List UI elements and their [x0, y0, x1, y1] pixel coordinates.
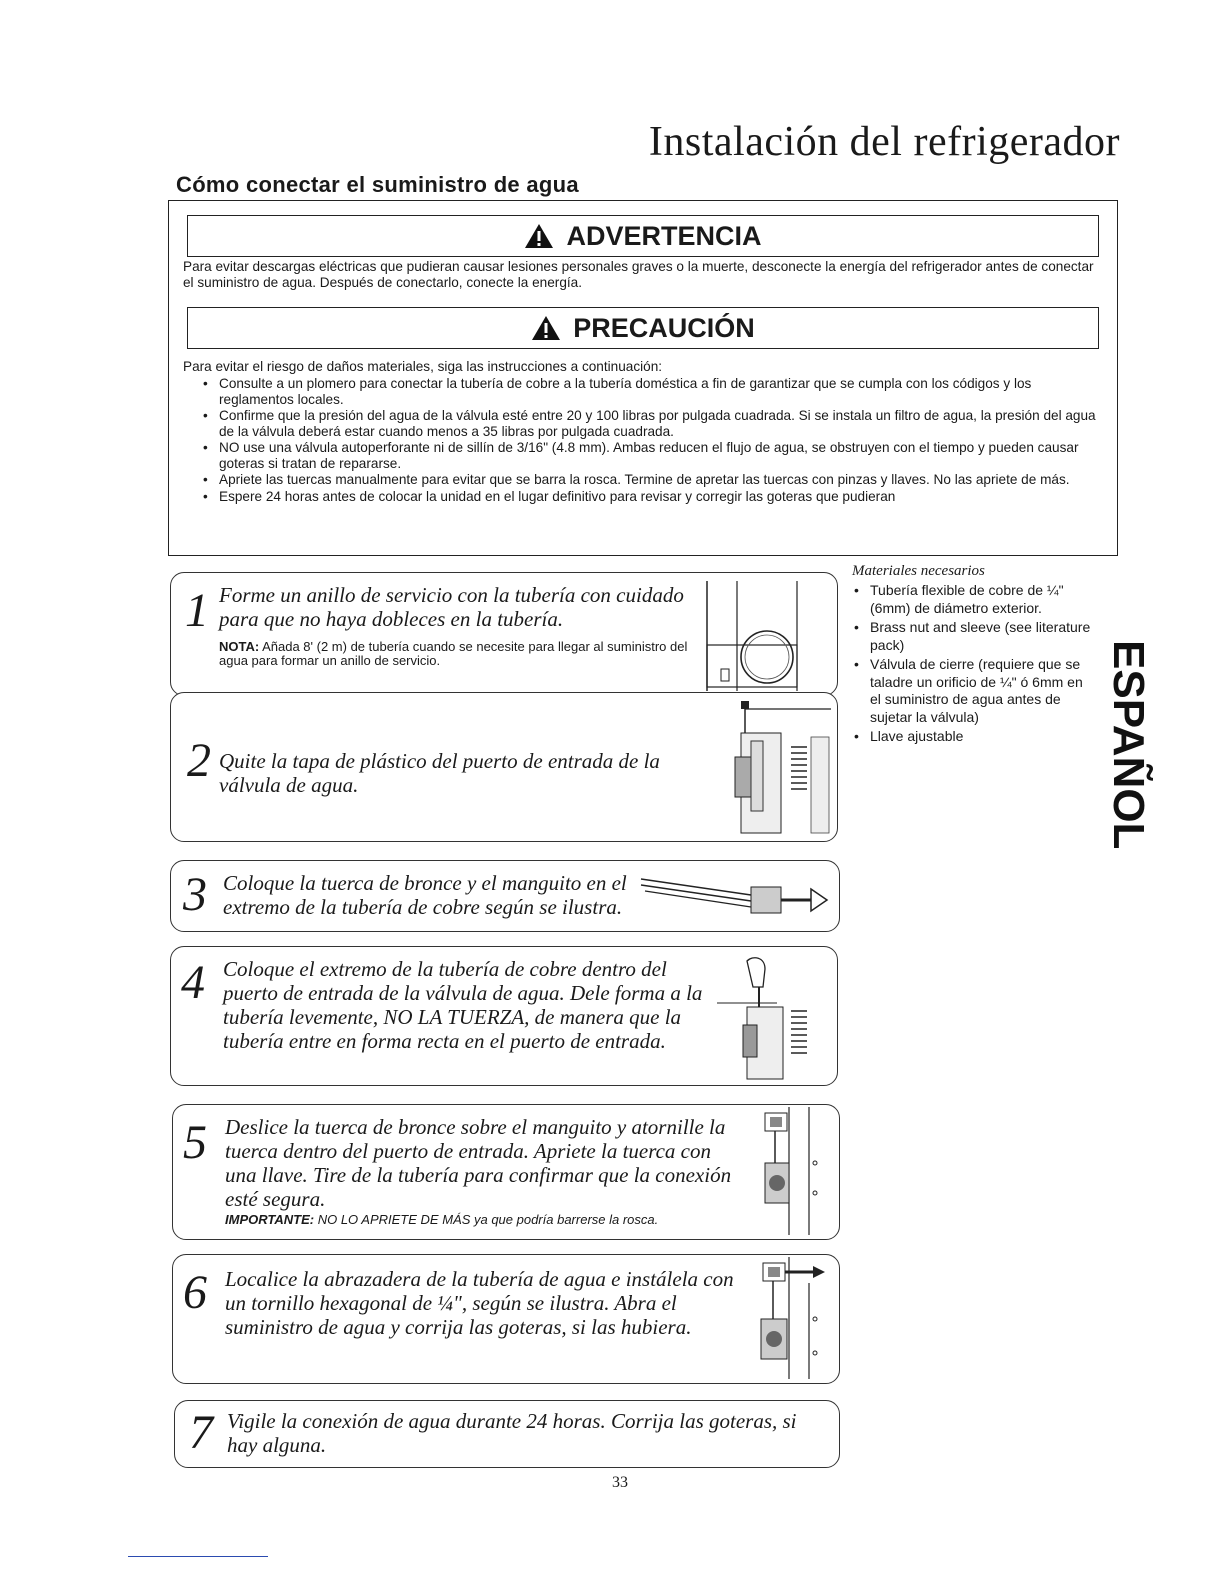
step-5 — [172, 1104, 840, 1240]
step-note — [219, 640, 689, 668]
tube-insert-illustration — [717, 951, 833, 1081]
note-label: IMPORTANTE: — [225, 1212, 315, 1227]
caution-bullet: • NO use una válvula autoperforante ni de sillín de 3/16" (4.8 mm). Ambas reducen el flujo de agua, se obstruyen con el tiempo y pueden causar goteras si tratan de repararse. — [185, 440, 1103, 471]
step-text: Coloque la tuerca de bronce y el manguito en el extremo de la tubería de cobre según se ilustra. — [223, 871, 627, 919]
materials-title: Materiales necesarios — [852, 563, 985, 579]
step-text: Quite la tapa de plástico del puerto de entrada de la válvula de agua. — [219, 749, 660, 797]
caution-bullet: • Consulte a un plomero para conectar la tubería de cobre a la tubería doméstica a fin de garantizar que se cumpla con los códigos y los reglamentos locales. — [185, 376, 1103, 407]
footer-line — [128, 1556, 268, 1557]
step-number: 3 — [183, 868, 207, 921]
step-note — [225, 1213, 765, 1227]
note-label: NOTA: — [219, 639, 260, 654]
warning-text: Para evitar descargas eléctricas que pudieran causar lesiones personales graves o la muerte, desconecte la energía del refrigerador antes de conectar el suministro de agua. Después de conectarlo, conecte la energía. — [183, 259, 1094, 290]
step-number: 5 — [183, 1116, 207, 1169]
step-3 — [170, 860, 840, 932]
service-loop-illustration — [701, 575, 831, 693]
warning-title: ADVERTENCIA — [566, 220, 762, 251]
caution-header — [187, 307, 1099, 349]
caution-triangle-icon — [531, 315, 561, 341]
caution-title: PRECAUCIÓN — [573, 312, 755, 343]
step-number: 6 — [183, 1266, 207, 1319]
step-text: Localice la abrazadera de la tubería de agua e instálela con un tornillo hexagonal de ¼", según se ilustra. Abra el suministro de agua y corrija las goteras, si las hubiera. — [225, 1267, 734, 1339]
step-text: Coloque el extremo de la tubería de cobre dentro del puerto de entrada de la válvula de agua. Dele forma a la tubería levemente, NO LA TUERZA, de manera que la tubería entre en forma recta en el puerto de entrada. — [223, 957, 703, 1053]
step-number: 7 — [189, 1406, 213, 1459]
step-6 — [172, 1254, 840, 1384]
water-clamp-illustration — [749, 1257, 835, 1381]
warning-triangle-icon — [524, 223, 554, 249]
caution-bullet: • Espere 24 horas antes de colocar la unidad en el lugar definitivo para revisar y corregir las goteras que pudieran — [185, 489, 1103, 505]
step-number: 4 — [181, 956, 205, 1009]
nut-sleeve-illustration — [631, 869, 837, 925]
caution-intro: Para evitar el riesgo de daños materiales, siga las instrucciones a continuación: — [183, 359, 663, 374]
language-side-tab — [1094, 640, 1153, 900]
caution-bullet: • Apriete las tuercas manualmente para evitar que se barra la rosca. Termine de apretar las tuercas con pinzas y llaves. No las apriete de más. — [185, 472, 1103, 488]
step-7 — [174, 1400, 840, 1468]
step-1 — [170, 572, 838, 696]
side-tab-label: ESPAÑOL — [1104, 640, 1153, 850]
step-text: Deslice la tuerca de bronce sobre el manguito y atornille la tuerca dentro del puerto de entrada. Apriete la tuerca con una llave. Tire de la tubería para confirmar que la conexión esté segura. — [225, 1115, 732, 1211]
note-text: NO LO APRIETE DE MÁS ya que podría barrerse la rosca. — [317, 1212, 659, 1227]
materials-list — [852, 582, 1092, 748]
step-2 — [170, 692, 838, 842]
materials-item: • Llave ajustable — [852, 728, 1092, 746]
warning-header — [187, 215, 1099, 257]
step-text: Forme un anillo de servicio con la tubería con cuidado para que no haya dobleces en la tubería. — [219, 583, 684, 631]
materials-item: • Válvula de cierre (requiere que se taladre un orificio de ¼" ó 6mm en el suministro de agua antes de sujetar la válvula) — [852, 656, 1092, 726]
safety-box — [168, 200, 1118, 556]
nut-tightening-illustration — [753, 1107, 835, 1237]
step-text: Vigile la conexión de agua durante 24 horas. Corrija las goteras, si hay alguna. — [227, 1409, 797, 1457]
step-4 — [170, 946, 838, 1086]
caution-list — [185, 376, 1103, 505]
page-number: 33 — [612, 1474, 628, 1491]
caution-bullet: • Confirme que la presión del agua de la válvula esté entre 20 y 100 libras por pulgada cuadrada. Si se instala un filtro de agua, la presión del agua de la válvula deberá estar cuando menos a 35 libras por pulgada cuadrada. — [185, 408, 1103, 439]
page-title: Instalación del refrigerador — [648, 119, 1120, 165]
step-number: 2 — [187, 734, 211, 787]
materials-item: • Tubería flexible de cobre de ¼" (6mm) de diámetro exterior. — [852, 582, 1092, 617]
valve-inlet-illustration — [711, 697, 833, 837]
step-number: 1 — [185, 584, 209, 637]
section-title: Cómo conectar el suministro de agua — [176, 172, 579, 197]
note-text: Añada 8' (2 m) de tubería cuando se necesite para llegar al suministro del agua para formar un anillo de servicio. — [219, 639, 688, 668]
materials-item: • Brass nut and sleeve (see literature pack) — [852, 619, 1092, 654]
